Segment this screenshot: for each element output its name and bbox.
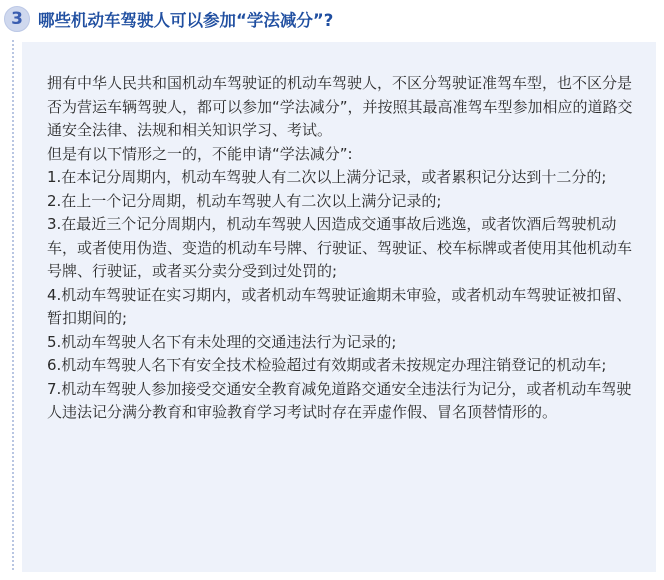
exception-item-7: 7.机动车驾驶人参加接受交通安全教育减免道路交通安全违法行为记分，或者机动车驾驶人违法记分满分教育和审验教育学习考试时存在弄虚作假、冒名顶替情形的。 [47, 379, 632, 421]
number-badge [4, 6, 30, 32]
dotted-divider [12, 40, 14, 570]
exception-item-4: 4.机动车驾驶证在实习期内，或者机动车驾驶证逾期未审验，或者机动车驾驶证被扣留、暂扣期间的; [47, 285, 632, 327]
section-header [4, 4, 333, 34]
exception-item-3: 3.在最近三个记分周期内，机动车驾驶人因造成交通事故后逃逸，或者饮酒后驾驶机动车，或者使用伪造、变造的机动车号牌、行驶证、驾驶证、校车标牌或者使用其他机动车号牌、行驶证，或者买分卖分受到过处罚的; [47, 215, 633, 280]
exception-item-1: 1.在本记分周期内，机动车驾驶人有二次以上满分记录，或者累积记分达到十二分的; [47, 168, 607, 186]
body-text [47, 72, 644, 425]
exceptions-heading: 但是有以下情形之一的，不能申请“学法减分”: [47, 144, 353, 163]
section-title: 哪些机动车驾驶人可以参加“学法减分”? [38, 11, 334, 30]
content-panel [22, 42, 656, 572]
intro-paragraph: 拥有中华人民共和国机动车驾驶证的机动车驾驶人，不区分驾驶证准驾车型，也不区分是否为营运车辆驾驶人，都可以参加“学法减分”，并按照其最高准驾车型参加相应的道路交通安全法律、法规和相关知识学习、考试。 [47, 74, 633, 139]
exception-item-5: 5.机动车驾驶人名下有未处理的交通违法行为记录的; [47, 332, 397, 351]
badge-number: 3 [11, 8, 23, 29]
exception-item-6: 6.机动车驾驶人名下有安全技术检验超过有效期或者未按规定办理注销登记的机动车; [47, 356, 607, 374]
exception-item-2: 2.在上一个记分周期，机动车驾驶人有二次以上满分记录的; [47, 191, 442, 210]
